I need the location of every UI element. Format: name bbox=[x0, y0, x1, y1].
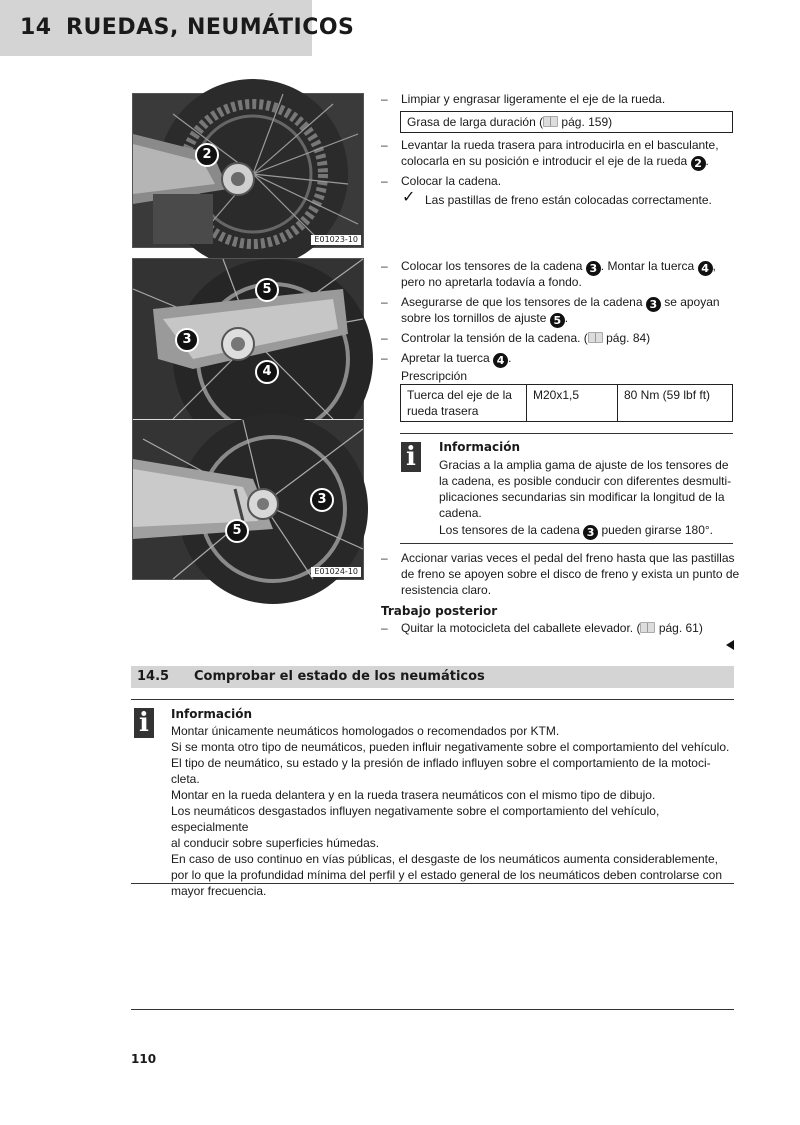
remove-stand-page-ref[interactable]: pág. 61) bbox=[658, 621, 703, 635]
info-line: Si se monta otro tipo de neumáticos, pueden influir negativamente sobre el comportamiento del vehículo. bbox=[171, 740, 730, 754]
info-text: cadena. bbox=[439, 506, 482, 520]
info-line: mayor frecuencia. bbox=[171, 884, 267, 898]
divider bbox=[400, 543, 733, 544]
info-icon: i bbox=[401, 442, 421, 472]
dash: – bbox=[381, 621, 388, 635]
divider bbox=[131, 883, 734, 884]
callout-5-top: 5 bbox=[255, 278, 279, 302]
section-title: Comprobar el estado de los neumáticos bbox=[194, 669, 485, 684]
chain-tension-page-ref[interactable]: pág. 84) bbox=[606, 331, 651, 345]
callout-3-top: 3 bbox=[175, 328, 199, 352]
badge-4: 4 bbox=[493, 353, 508, 368]
post-work-title: Trabajo posterior bbox=[381, 604, 498, 618]
divider bbox=[131, 699, 734, 700]
info-line: por lo que la profundidad mínima del perfil y el estado general de los neumáticos deben controlarse con bbox=[171, 868, 723, 882]
info-text: plicaciones secundarias sin modificar la longitud de la bbox=[439, 490, 725, 504]
step-chain-tension bbox=[401, 330, 650, 346]
info-line: Montar en la rueda delantera y en la rueda trasera neumáticos con el mismo tipo de dibujo. bbox=[171, 788, 656, 802]
wheel-photo-illustration bbox=[133, 94, 363, 247]
table-cell: M20x1,5 bbox=[527, 385, 618, 422]
info-icon: i bbox=[134, 708, 154, 738]
step-brake-line1: Accionar varias veces el pedal del freno hasta que las pastillas bbox=[401, 551, 735, 565]
step-ensure-line2: sobre los tornillos de ajuste 5 . bbox=[401, 311, 569, 327]
checkmark-icon: ✓ bbox=[402, 189, 416, 206]
section-header bbox=[131, 666, 734, 688]
step-tensioners-line1: Colocar los tensores de la cadena 3 . Montar la tuerca 4 , bbox=[401, 259, 716, 275]
step-ensure-text-b: se apoyan bbox=[664, 295, 720, 309]
callout-3-bottom: 3 bbox=[310, 488, 334, 512]
figure-chain-tensioners bbox=[132, 258, 364, 580]
info-title: Información bbox=[439, 440, 521, 454]
step-ensure-text: Asegurarse de que los tensores de la cadena bbox=[401, 295, 643, 309]
section-end-marker-icon bbox=[726, 640, 734, 650]
info-title: Información bbox=[171, 707, 253, 721]
step-tighten-nut: Apretar la tuerca 4 . bbox=[401, 351, 512, 367]
figure-label: E01024-10 bbox=[311, 567, 361, 577]
dash: – bbox=[381, 259, 388, 273]
step-tensioners-text: Colocar los tensores de la cadena bbox=[401, 259, 583, 273]
page-number: 110 bbox=[131, 1052, 157, 1066]
table-cell: 80 Nm (59 lbf ft) bbox=[618, 385, 733, 422]
grease-page-ref[interactable]: pág. 159) bbox=[561, 115, 613, 129]
badge-2: 2 bbox=[691, 156, 706, 171]
callout-2: 2 bbox=[195, 143, 219, 167]
info-line: Montar únicamente neumáticos homologados o recomendados por KTM. bbox=[171, 724, 560, 738]
chapter-title: RUEDAS, NEUMÁTICOS bbox=[66, 15, 355, 40]
grease-text: Grasa de larga duración ( bbox=[407, 115, 544, 129]
callout-4: 4 bbox=[255, 360, 279, 384]
dash: – bbox=[381, 174, 388, 188]
info-body bbox=[171, 723, 733, 899]
dash: – bbox=[381, 331, 388, 345]
badge-5: 5 bbox=[550, 313, 565, 328]
footer-divider bbox=[131, 1009, 734, 1010]
section-number: 14.5 bbox=[137, 669, 170, 684]
prescription-label: Prescripción bbox=[401, 369, 468, 383]
dash: – bbox=[381, 138, 388, 152]
divider bbox=[400, 433, 733, 434]
step-remove-stand bbox=[401, 620, 703, 636]
info-text: Gracias a la amplia gama de ajuste de los tensores de bbox=[439, 458, 729, 472]
info-line: En caso de uso continuo en vías públicas, el desgaste de los neumáticos aumenta considerablemente, bbox=[171, 852, 719, 866]
step-remove-stand-text: Quitar la motocicleta del caballete elevador. ( bbox=[401, 621, 641, 635]
figure-label: E01023-10 bbox=[311, 235, 361, 245]
step-brake-line3: resistencia claro. bbox=[401, 583, 492, 597]
badge-3: 3 bbox=[583, 525, 598, 540]
step-lift-wheel-line2: colocarla en su posición e introducir el eje de la rueda 2 . bbox=[401, 154, 709, 170]
badge-3: 3 bbox=[646, 297, 661, 312]
step-clean-axle: Limpiar y engrasar ligeramente el eje de la rueda. bbox=[401, 92, 666, 106]
grease-spec-box bbox=[400, 111, 733, 133]
cell-text: rueda trasera bbox=[407, 404, 479, 418]
info-line: Los neumáticos desgastados influyen negativamente sobre el comportamiento del vehículo, especialmente bbox=[171, 804, 660, 834]
step-fit-chain: Colocar la cadena. bbox=[401, 174, 502, 188]
info-text: Los tensores de la cadena bbox=[439, 523, 580, 537]
step-ensure-line2-text: sobre los tornillos de ajuste bbox=[401, 311, 547, 325]
step-chain-tension-text: Controlar la tensión de la cadena. ( bbox=[401, 331, 588, 345]
step-brake-line2: de freno se apoyen sobre el disco de freno y exista un punto de bbox=[401, 567, 740, 581]
book-icon bbox=[640, 622, 655, 633]
step-lift-wheel-text: colocarla en su posición e introducir el eje de la rueda bbox=[401, 154, 688, 168]
table-row bbox=[401, 385, 733, 422]
dash: – bbox=[381, 351, 388, 365]
step-lift-wheel-line1: Levantar la rueda trasera para introducirla en el basculante, bbox=[401, 138, 719, 152]
info-line: cleta. bbox=[171, 772, 200, 786]
dash: – bbox=[381, 92, 388, 106]
info-line: El tipo de neumático, su estado y la presión de inflado influyen sobre el comportamiento de la motoci- bbox=[171, 756, 711, 770]
book-icon bbox=[588, 332, 603, 343]
figure-rear-wheel-axle bbox=[132, 93, 364, 248]
step-tighten-nut-text: Apretar la tuerca bbox=[401, 351, 490, 365]
info-line: al conducir sobre superficies húmedas. bbox=[171, 836, 380, 850]
cell-text: Tuerca del eje de la bbox=[407, 388, 512, 402]
table-cell bbox=[401, 385, 527, 422]
check-brake-pads: Las pastillas de freno están colocadas correctamente. bbox=[425, 193, 712, 207]
badge-4: 4 bbox=[698, 261, 713, 276]
book-icon bbox=[543, 116, 558, 127]
chapter-number: 14 bbox=[20, 15, 52, 40]
torque-spec-table bbox=[400, 384, 733, 422]
info-text: pueden girarse 180°. bbox=[601, 523, 713, 537]
dash: – bbox=[381, 551, 388, 565]
chapter-header bbox=[0, 0, 355, 56]
info-text-rotate bbox=[439, 522, 713, 540]
badge-3: 3 bbox=[586, 261, 601, 276]
step-nut-text: . Montar la tuerca bbox=[600, 259, 695, 273]
step-tensioners-line2: pero no apretarla todavía a fondo. bbox=[401, 275, 582, 289]
dash: – bbox=[381, 295, 388, 309]
info-text: la cadena, es posible conducir con diferentes desmulti- bbox=[439, 474, 732, 488]
callout-5-bottom: 5 bbox=[225, 519, 249, 543]
